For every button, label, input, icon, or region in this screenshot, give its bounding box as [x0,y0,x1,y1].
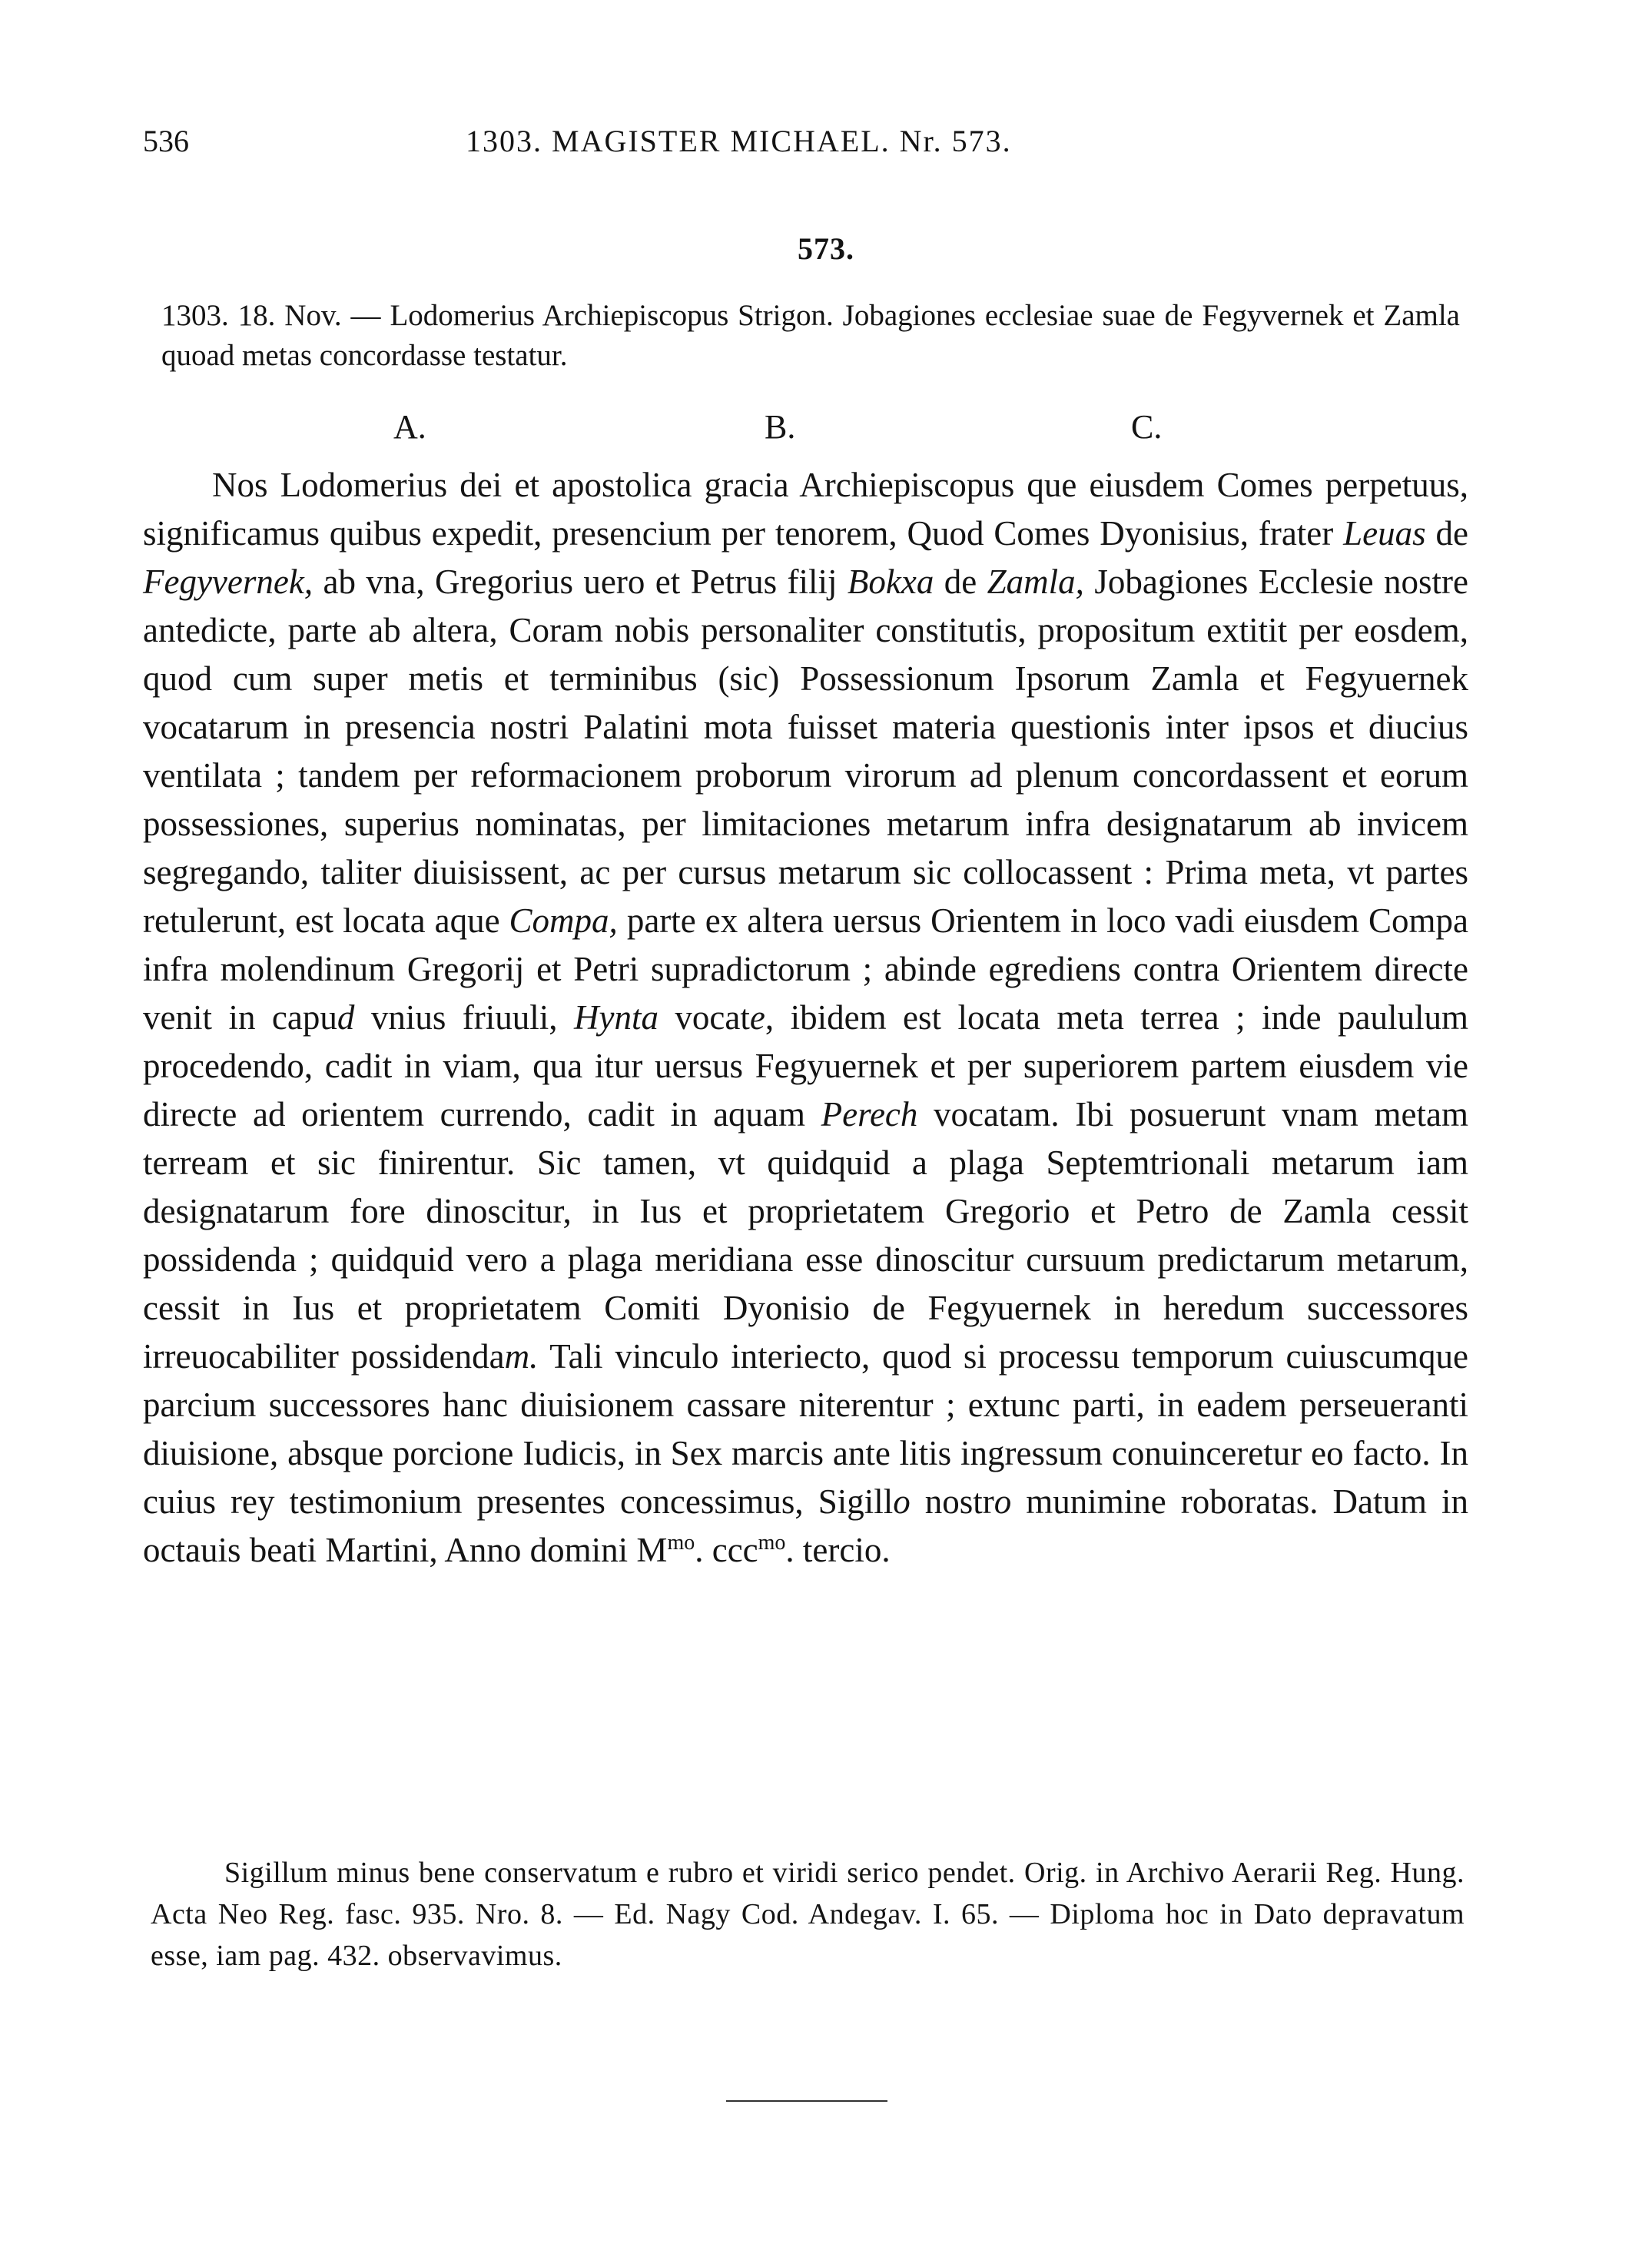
italic-name: Perech [821,1095,918,1134]
charter-segment: de [1425,514,1468,553]
charter-paragraph [143,461,1468,1575]
italic-letter: d [337,998,355,1037]
superscript: mo [758,1531,786,1555]
running-head [143,123,1465,169]
note-paragraph: Sigillum minus bene conservatum e rubro et viridi serico pendet. Orig. in Archivo Aerarii Reg. Hung. Acta Neo Reg. fasc. 935. Nro. 8. — Ed. Nagy Cod. Andegav. I. 65. — Diploma hoc in Dato depravatum esse, iam pag. 432. observavimus. [151,1857,1465,1972]
variant-c: C. [1131,408,1163,446]
variant-b: B. [765,408,796,446]
charter-segment: ab vna, Gregorius uero et Petrus filij [313,563,848,601]
editorial-note [151,1852,1465,1977]
running-title: 1303. MAGISTER MICHAEL. Nr. 573. [466,124,1012,158]
charter-segment: vocatam. Ibi posuerunt vnam metam terream et sic finirentur. Sic tamen, vt quidquid a plaga Septemtrionali metarum iam designatarum fore dinoscitur, in Ius et proprietatem Gregorio et Petro de Zamla cessit possidenda ; quidquid vero a plaga meridiana esse dinoscitur cursuum predictarum metarum, cessit in Ius et proprietatem Comiti Dyonisio de Fegyuernek in heredum successores irreuocabiliter possidenda [143,1095,1468,1376]
italic-name: Fegyvernek, [143,563,313,601]
document-number: 573. [798,231,854,266]
italic-name: Hynta [573,998,658,1037]
italic-name: Bokxa [847,563,934,601]
charter-segment: , ibidem est locata meta terrea ; inde paululum procedendo, cadit in viam, qua itur uersus Fegyuernek et per superiorem partem eiusdem vie directe ad orientem currendo, cadit in aquam [143,998,1468,1134]
charter-segment: vnius friuuli, [354,998,574,1037]
italic-name: Compa, [509,901,618,940]
superscript: mo [667,1531,695,1555]
charter-segment: de [934,563,987,601]
charter-segment: vocat [658,998,750,1037]
italic-letter: e [749,998,765,1037]
italic-letter: m. [504,1337,539,1376]
charter-text [143,461,1468,1575]
variant-a: A. [393,408,426,446]
charter-segment: . ccc [695,1531,758,1569]
italic-name: Zamla, [987,563,1084,601]
page-number: 536 [143,124,189,158]
charter-segment: . tercio. [785,1531,891,1569]
italic-name: Leuas [1343,514,1426,553]
end-rule [726,2100,887,2102]
text-variants [0,407,1652,453]
italic-letter: o [893,1482,911,1521]
charter-segment: Jobagiones Ecclesie nostre antedicte, parte ab altera, Coram nobis personaliter constitutis, propositum extitit per eosdem, quod cum super metis et terminibus (sic) Possessionum Ipsorum Zamla et Fegyuernek vocatarum in presencia nostri Palatini mota fuisset materia questionis inter ipsos et diucius ventilata ; tandem per reformacionem proborum virorum ad plenum concordassent et eorum possessiones, superius nominatas, per limitaciones metarum infra designatarum ab invicem segregando, taliter diuisissent, ac per cursus metarum sic collocassent : Prima meta, vt partes retulerunt, est locata aque [143,563,1468,940]
charter-segment: munimine roboratas. Datum in octauis beati Martini, Anno domini M [143,1482,1468,1569]
regest-summary: 1303. 18. Nov. — Lodomerius Archiepiscopus Strigon. Jobagiones ecclesiae suae de Fegyvernek et Zamla quoad metas concordasse testatur. [161,299,1460,372]
italic-letter: o [994,1482,1012,1521]
charter-segment: Nos Lodomerius dei et apostolica gracia Archiepiscopus que eiusdem Comes perpetuus, significamus quibus expedit, presencium per tenorem, Quod Comes Dyonisius, frater [143,466,1468,553]
charter-segment: parte ex altera uersus Orientem in loco vadi eiusdem Compa infra molendinum Gregorij et Petri supradictorum ; abinde egrediens contra Orientem directe venit in capu [143,901,1468,1037]
charter-segment: Tali vinculo interiecto, quod si processu temporum cuiuscumque parcium successores hanc diuisionem cassare niterentur ; extunc parti, in eadem perseueranti diuisione, absque porcione Iudicis, in Sex marcis ante litis ingressum conuinceretur eo facto. In cuius rey testimonium presentes concessimus, Sigill [143,1337,1468,1521]
charter-segment: nostr [910,1482,994,1521]
